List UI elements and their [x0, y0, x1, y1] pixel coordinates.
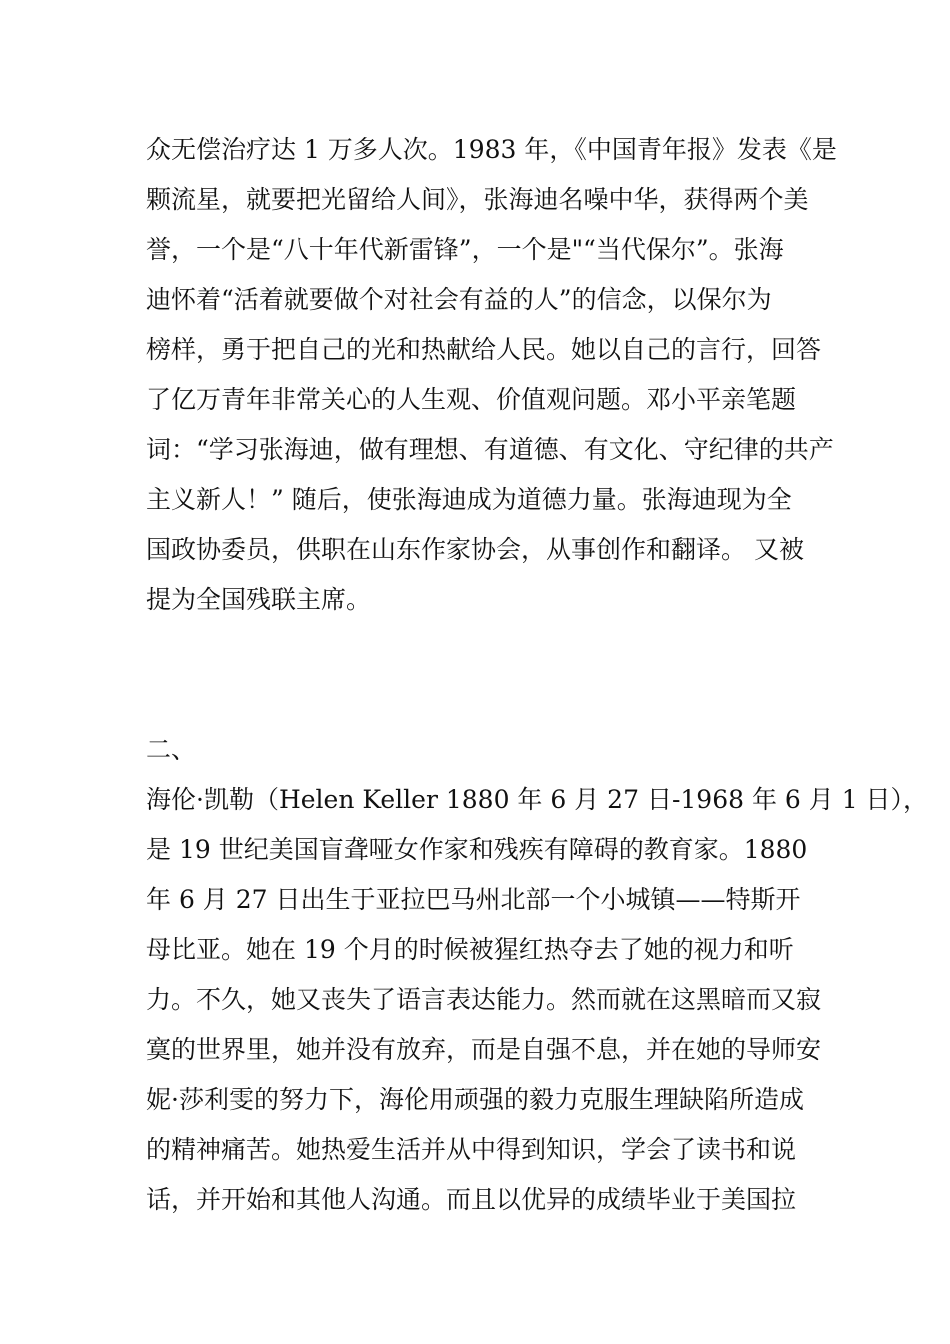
text-line: 主义新人！” 随后，使张海迪成为道德力量。张海迪现为全 [146, 485, 792, 514]
text-line: 国政协委员，供职在山东作家协会，从事创作和翻译。 又被 [146, 535, 804, 564]
section-heading: 二、 [146, 735, 197, 764]
text-line: 颗流星，就要把光留给人间》，张海迪名噪中华，获得两个美 [146, 185, 809, 214]
text-line: 了亿万青年非常关心的人生观、价值观问题。邓小平亲笔题 [146, 385, 797, 414]
text-line: 词：“学习张海迪，做有理想、有道德、有文化、守纪律的共产 [146, 435, 834, 464]
text-line: 誉，一个是“八十年代新雷锋”，一个是"“当代保尔”。张海 [146, 235, 784, 264]
text-line: 的精神痛苦。她热爱生活并从中得到知识，学会了读书和说 [146, 1135, 797, 1164]
text-line: 是 19 世纪美国盲聋哑女作家和残疾有障碍的教育家。1880 [146, 835, 808, 864]
text-line: 众无偿治疗达 1 万多人次。1983 年，《中国青年报》发表《是 [146, 135, 837, 164]
text-line: 母比亚。她在 19 个月的时候被猩红热夺去了她的视力和听 [146, 935, 794, 964]
text-line: 寞的世界里，她并没有放弃，而是自强不息，并在她的导师安 [146, 1035, 822, 1064]
text-line: 提为全国残联主席。 [146, 585, 372, 614]
text-line: 迪怀着“活着就要做个对社会有益的人”的信念，以保尔为 [146, 285, 772, 314]
text-line: 话，并开始和其他人沟通。而且以优异的成绩毕业于美国拉 [146, 1185, 797, 1214]
text-line: 年 6 月 27 日出生于亚拉巴马州北部一个小城镇——特斯开 [146, 885, 801, 914]
text-line: 海伦·凯勒（Helen Keller 1880 年 6 月 27 日-1968 年 6 月 1 日）， [146, 785, 929, 814]
text-line: 妮·莎利雯的努力下，海伦用顽强的毅力克服生理缺陷所造成 [146, 1085, 804, 1114]
text-line: 榜样，勇于把自己的光和热献给人民。她以自己的言行，回答 [146, 335, 822, 364]
text-line: 力。不久，她又丧失了语言表达能力。然而就在这黑暗而又寂 [146, 985, 822, 1014]
